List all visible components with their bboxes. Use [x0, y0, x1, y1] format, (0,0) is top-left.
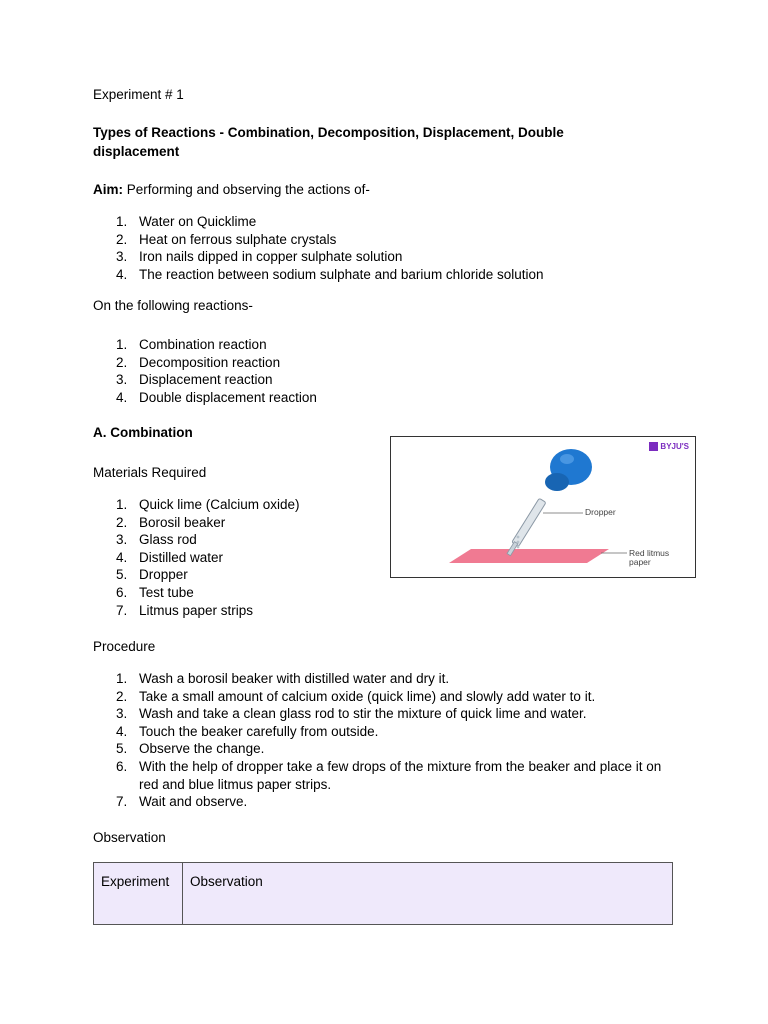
list-item: 1. Water on Quicklime — [116, 214, 257, 229]
red-litmus-paper-shape — [449, 549, 609, 563]
aim-label: Aim: — [93, 182, 123, 197]
list-item: 3. Displacement reaction — [116, 372, 273, 388]
aim-line — [93, 181, 370, 199]
list-item: 4. Touch the beaker carefully from outside. — [116, 723, 379, 739]
table-header-experiment: Experiment — [94, 863, 183, 925]
list-item: 4. The reaction between sodium sulphate and barium chloride solution — [116, 266, 544, 282]
litmus-label-line-1: Red litmus — [629, 548, 670, 558]
dropper-litmus-figure — [390, 436, 696, 578]
list-item: 5. Observe the change. — [116, 741, 265, 757]
table-row — [94, 863, 673, 925]
list-item: 5. Dropper — [116, 567, 188, 583]
table-header-observation: Observation — [183, 863, 673, 925]
materials-list — [93, 496, 300, 619]
list-item: 1. Combination reaction — [116, 337, 267, 352]
list-item: 4. Distilled water — [116, 549, 224, 565]
list-item: 6. Test tube — [116, 584, 194, 600]
list-item: 2. Take a small amount of calcium oxide (quick lime) and slowly add water to it. — [116, 688, 596, 704]
experiment-number: Experiment # 1 — [93, 87, 184, 102]
brand-logo-icon — [649, 442, 658, 451]
list-item: 6. With the help of dropper take a few drops of the mixture from the beaker and place it on red and blue litmus paper strips. — [116, 758, 662, 792]
list-item: 2. Heat on ferrous sulphate crystals — [116, 231, 337, 247]
title-line-1: Types of Reactions - Combination, Decomposition, Displacement, Double — [93, 125, 564, 140]
materials-heading: Materials Required — [93, 465, 207, 480]
aim-text: Performing and observing the actions of- — [123, 182, 370, 197]
reactions-intro: On the following reactions- — [93, 298, 253, 313]
observation-heading: Observation — [93, 830, 166, 845]
list-item: 7. Litmus paper strips — [116, 602, 254, 618]
procedure-list — [93, 670, 679, 811]
aim-list — [93, 213, 544, 283]
reactions-list — [93, 336, 317, 406]
brand-logo: BYJU'S — [649, 442, 689, 451]
title-line-2: displacement — [93, 144, 180, 159]
dropper-label: Dropper — [585, 507, 616, 517]
litmus-label-line-2: paper — [629, 557, 651, 567]
list-item: 1. Quick lime (Calcium oxide) — [116, 497, 300, 512]
list-item: 3. Wash and take a clean glass rod to stir the mixture of quick lime and water. — [116, 706, 587, 722]
procedure-heading: Procedure — [93, 639, 156, 654]
section-a-heading: A. Combination — [93, 425, 193, 440]
list-item: 3. Glass rod — [116, 532, 197, 548]
list-item: 4. Double displacement reaction — [116, 389, 317, 405]
list-item: 1. Wash a borosil beaker with distilled water and dry it. — [116, 671, 450, 686]
list-item: 2. Borosil beaker — [116, 514, 226, 530]
observation-table — [93, 862, 673, 925]
list-item: 2. Decomposition reaction — [116, 354, 281, 370]
list-item: 7. Wait and observe. — [116, 794, 248, 810]
list-item: 3. Iron nails dipped in copper sulphate solution — [116, 249, 403, 265]
